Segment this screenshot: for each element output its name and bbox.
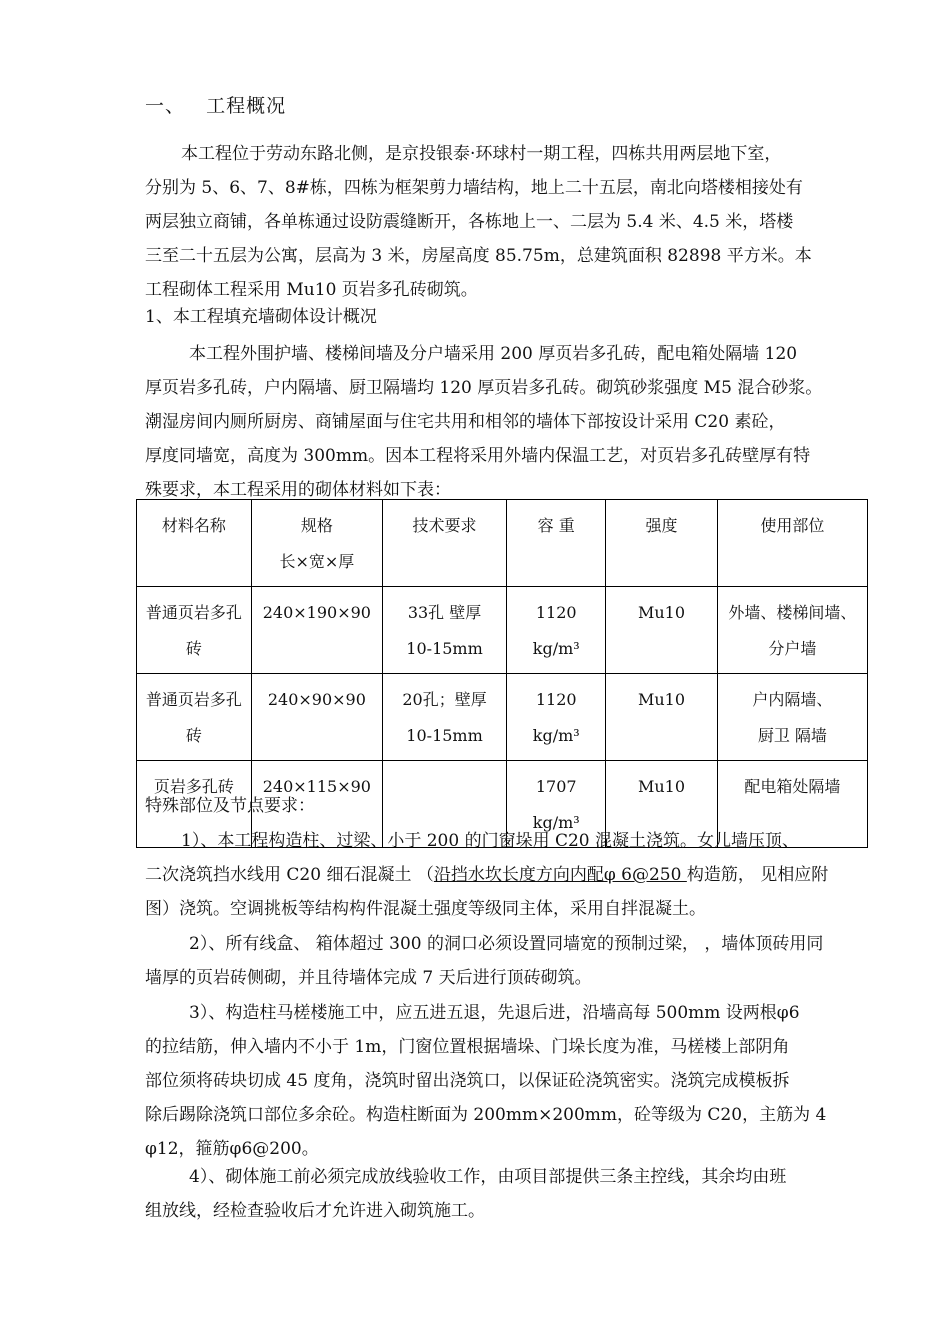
- table-cell: 240×190×90: [251, 587, 382, 674]
- cell-line: 分户墙: [768, 639, 817, 658]
- table-cell: Mu10: [606, 587, 717, 674]
- header-cell: 使用部位: [717, 500, 867, 587]
- header-cell: 技术要求: [382, 500, 506, 587]
- text-line: 墙厚的页岩砖侧砌，并且待墙体完成 7 天后进行顶砖砌筑。: [145, 968, 592, 988]
- header-cell: 容 重: [507, 500, 606, 587]
- cell-line: 33孔 壁厚: [407, 603, 482, 622]
- table-cell: Mu10: [606, 674, 717, 761]
- text-line: 本工程位于劳动东路北侧，是京投银泰·环球村一期工程，四栋共用两层地下室，: [181, 144, 782, 164]
- table-cell: 1120 kg/m³: [507, 674, 606, 761]
- text-line: 的拉结筋，伸入墙内不小于 1m，门窗位置根据墙垛、门垛长度为准，马槎楼上部阴角: [145, 1037, 790, 1057]
- table-cell: 1707 kg/m³: [507, 761, 606, 848]
- table-header-row: [137, 500, 868, 587]
- text-line: φ12，箍筋φ6@200。: [145, 1139, 319, 1159]
- table-cell: 240×90×90: [251, 674, 382, 761]
- table-row: [137, 587, 868, 674]
- table-cell: 1120 kg/m³: [507, 587, 606, 674]
- text-line: 1）、本工程构造柱、过梁、小于 200 的门窗垛用 C20 混凝土浇筑。女儿墙压顶、: [181, 831, 800, 851]
- cell-line: 10-15mm: [406, 639, 483, 658]
- requirement-2: [145, 927, 863, 995]
- text-line: [145, 858, 863, 892]
- header-cell: 强度: [606, 500, 717, 587]
- text-line: 两层独立商铺，各单栋通过设防震缝断开，各栋地上一、二层为 5.4 米、4.5 米，塔楼: [145, 212, 794, 232]
- table-cell: 配电箱处隔墙: [717, 761, 867, 848]
- special-requirements-title: 特殊部位及节点要求：: [145, 796, 315, 816]
- text-segment: 二次浇筑挡水线用 C20 细石混凝土 （: [145, 865, 434, 885]
- text-line: 部位须将砖块切成 45 度角，浇筑时留出浇筑口，以保证砼浇筑密实。浇筑完成模板拆: [145, 1071, 790, 1091]
- requirement-3: [145, 996, 863, 1166]
- text-line: 厚页岩多孔砖，户内隔墙、厨卫隔墙均 120 厚页岩多孔砖。砌筑砂浆强度 M5 混合砂浆。: [145, 378, 823, 398]
- table-cell: [717, 587, 867, 674]
- text-line: 三至二十五层为公寓，层高为 3 米，房屋高度 85.75m，总建筑面积 82898 平方米。本: [145, 246, 812, 266]
- cell-line: 外墙、楼梯间墙、: [728, 603, 857, 622]
- table-cell: [717, 674, 867, 761]
- text-line: 图）浇筑。空调挑板等结构构件混凝土强度等级同主体，采用自拌混凝土。: [145, 899, 706, 919]
- requirement-1: [145, 824, 863, 926]
- table-cell: Mu10: [606, 761, 717, 848]
- text-line: 2）、所有线盒、 箱体超过 300 的洞口必须设置同墙宽的预制过梁， ，墙体顶砖用同: [189, 934, 824, 954]
- table-cell: 普通页岩多孔砖: [137, 587, 252, 674]
- text-line: 工程砌体工程采用 Mu10 页岩多孔砖砌筑。: [145, 280, 478, 300]
- header-cell: 材料名称: [137, 500, 252, 587]
- text-line: 潮湿房间内厕所厨房、商铺屋面与住宅共用和相邻的墙体下部按设计采用 C20 素砼，: [145, 412, 786, 432]
- text-segment: 构造筋， 见相应附: [686, 865, 829, 885]
- text-line: 分别为 5、6、7、8#栋，四栋为框架剪力墙结构，地上二十五层，南北向塔楼相接处有: [145, 178, 803, 198]
- requirement-4: [145, 1160, 863, 1228]
- section1-paragraph: [145, 337, 863, 507]
- text-line: 厚度同墙宽，高度为 300mm。因本工程将采用外墙内保温工艺，对页岩多孔砖壁厚有特: [145, 446, 811, 466]
- table-cell: [382, 587, 506, 674]
- table-cell: 普通页岩多孔砖: [137, 674, 252, 761]
- section-heading: 一、 工程概况: [145, 95, 287, 117]
- header-cell: [251, 500, 382, 587]
- header-cell-line: 规格: [300, 516, 333, 535]
- text-line: 除后踢除浇筑口部位多余砼。构造柱断面为 200mm×200mm，砼等级为 C20，主筋为 4: [145, 1105, 827, 1125]
- text-line: 3）、构造柱马槎楼施工中，应五进五退，先退后进，沿墙高每 500mm 设两根φ6: [189, 1003, 800, 1023]
- text-line: 组放线，经检查验收后才允许进入砌筑施工。: [145, 1201, 485, 1221]
- table-cell: 240×115×90: [251, 761, 382, 848]
- intro-paragraph: [145, 137, 863, 307]
- text-line: 4）、砌体施工前必须完成放线验收工作，由项目部提供三条主控线，其余均由班: [189, 1167, 787, 1187]
- cell-line: 20孔；壁厚: [402, 690, 487, 709]
- table-cell: 页岩多孔砖: [137, 761, 252, 848]
- table-row: [137, 674, 868, 761]
- section1-title: 1、本工程填充墙砌体设计概况: [145, 307, 377, 327]
- table-cell: [382, 674, 506, 761]
- text-line: 本工程外围护墙、楼梯间墙及分户墙采用 200 厚页岩多孔砖，配电箱处隔墙 120: [189, 344, 798, 364]
- underlined-segment: 沿挡水坎长度方向内配φ 6@250: [433, 865, 687, 885]
- cell-line: 厨卫 隔墙: [757, 726, 827, 745]
- cell-line: 户内隔墙、: [752, 690, 833, 709]
- header-cell-line: 长×宽×厚: [279, 552, 355, 571]
- text-line: 殊要求，本工程采用的砌体材料如下表：: [145, 480, 451, 500]
- cell-line: 10-15mm: [406, 726, 483, 745]
